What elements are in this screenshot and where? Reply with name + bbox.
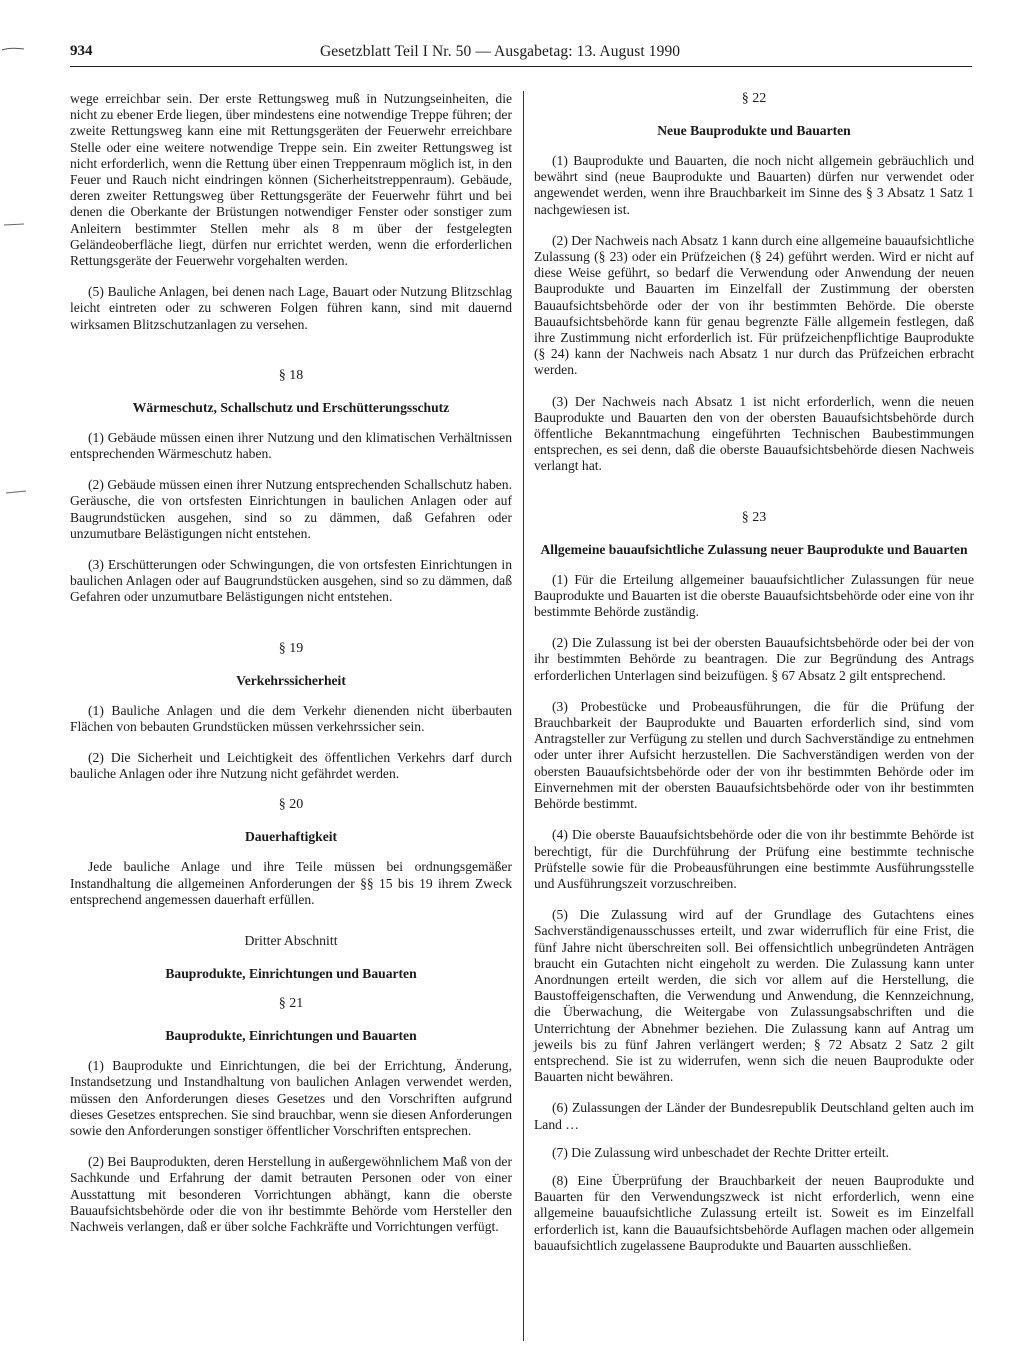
paragraph-blitzschutz: (5) Bauliche Anlagen, bei denen nach Lage, Bauart oder Nutzung Blitzschlag leicht eintreten oder zu schweren Folgen führen kann, sind mit dauernd wirksamen Blitzschutzanlagen zu versehen.	[70, 284, 512, 332]
section-19-title: Verkehrssicherheit	[236, 672, 346, 688]
section-21-paragraph-2: (2) Bei Bauprodukten, deren Herstellung in außergewöhnlichem Maß von der Sachkunde und Erfahrung der damit betrauten Personen oder von einer Ausstattung mit besonderen Vorrichtungen abhängt, kann die oberste Bauaufsichtsbehörde oder die von ihr bestimmte Behörde vom Hersteller den Nachweis verlangen, daß er über solche Fachkräfte und Vorrichtungen verfügt.	[70, 1154, 512, 1234]
page-number: 934	[70, 43, 93, 59]
section-23-paragraph-8: (8) Eine Überprüfung der Brauchbarkeit der neuen Bauprodukte und Bauarten für den Verwendungszweck ist nicht erforderlich, wenn eine allgemeine bauaufsichtliche Zulassung erteilt ist. Soweit es im Einzelfall erforderlich ist, kann die Bauaufsichtsbehörde Auflagen machen oder allgemein bauaufsichtlich zugelassene Bauprodukte und Bauarten ausschließen.	[534, 1172, 974, 1253]
section-22-number: § 22	[741, 91, 767, 106]
paragraph-rettungsweg: wege erreichbar sein. Der erste Rettungsweg muß in Nutzungseinheiten, die nicht zu ebener Erde liegen, über mindestens eine notwendige Treppe führen; der zweite Rettungsweg kann eine mit Rettungsgeräten der Feuerwehr erreichbare Stelle oder eine weitere notwendige Treppe sein. Ein zweiter Rettungsweg ist nicht erforderlich, wenn die Rettung über einen Treppenraum möglich ist, in den Feuer und Rauch nicht eindringen können (Sicherheitstreppenraum). Gebäude, deren zweiter Rettungsweg über Rettungsgeräte der Feuerwehr führt und bei denen die Oberkante der Brüstungen notwendiger Fenster oder sonstiger zum Anleitern bestimmter Stellen mehr als 8 m über der festgelegten Geländeoberfläche liegt, dürfen nur errichtet werden, wenn die erforderlichen Rettungsgeräte der Feuerwehr vorgehalten werden.	[70, 91, 512, 269]
section-20-paragraph: Jede bauliche Anlage und ihre Teile müssen bei ordnungsgemäßer Instandhaltung die allgemeinen Anforderungen der §§ 15 bis 19 ihrem Zweck entsprechend angemessen dauerhaft erfüllen.	[70, 859, 512, 907]
section-22-paragraph-1: (1) Bauprodukte und Bauarten, die noch nicht allgemein gebräuchlich und bewährt sind (neue Bauprodukte und Bauarten) dürfen nur verwendet oder angewendet werden, wenn ihre Brauchbarkeit im Sinne des § 3 Absatz 1 Satz 1 nachgewiesen ist.	[534, 153, 974, 217]
section-18-paragraph-3: (3) Erschütterungen oder Schwingungen, die von ortsfesten Einrichtungen in baulichen Anlagen oder auf Baugrundstücken ausgehen, sind so zu dämmen, daß Gefahren oder unzumutbare Belästigungen nicht entstehen.	[70, 557, 512, 605]
section-23-paragraph-6: (6) Zulassungen der Länder der Bundesrepublik Deutschland gelten auch im Land …	[534, 1100, 974, 1132]
section-23-paragraph-2: (2) Die Zulassung ist bei der obersten Bauaufsichtsbehörde oder bei der von ihr bestimmten Behörde zu beantragen. Die zur Begründung des Antrags erforderlichen Unterlagen sind beizufügen. § 67 Absatz 2 gilt entsprechend.	[534, 635, 974, 683]
column-divider	[523, 91, 524, 1341]
section-23-number: § 23	[741, 509, 767, 525]
chapter-title: Bauprodukte, Einrichtungen und Bauarten	[165, 966, 417, 982]
section-20-number: § 20	[278, 797, 304, 813]
section-21-paragraph-1: (1) Bauprodukte und Einrichtungen, die bei der Errichtung, Änderung, Instandsetzung und Instandhaltung von baulichen Anlagen verwendet werden, müssen den Anforderungen dieses Gesetzes und den Vorschriften aufgrund dieses Gesetzes entsprechen. Sie sind brauchbar, wenn sie diesen Anforderungen sowie den Anforderungen sonstiger öffentlicher Vorschriften entsprechen.	[70, 1058, 512, 1138]
section-18-title: Wärmeschutz, Schallschutz und Erschütterungsschutz	[132, 399, 450, 415]
section-23-paragraph-4: (4) Die oberste Bauaufsichtsbehörde oder die von ihr bestimmte Behörde ist berechtigt, für die Durchführung der Prüfung eine bestimmte technische Prüfstelle sowie für die Probeausführungen eine bestimmte Ausführungsstelle und Ausführungszeit vorzuschreiben.	[534, 827, 974, 891]
left-column	[70, 91, 512, 1250]
section-23-title: Allgemeine bauaufsichtliche Zulassung neuer Bauprodukte und Bauarten	[540, 541, 968, 557]
section-19-paragraph-1: (1) Bauliche Anlagen und die dem Verkehr dienenden nicht überbauten Flächen von bebauten Grundstücken müssen verkehrssicher sein.	[70, 702, 512, 734]
header-title: Gesetzblatt Teil I Nr. 50 — Ausgabetag: 13. August 1990	[320, 43, 681, 60]
section-21-number: § 21	[278, 996, 304, 1012]
right-column	[534, 91, 974, 1269]
page-header	[70, 40, 972, 67]
section-19-number: § 19	[278, 640, 304, 656]
chapter-heading: Dritter Abschnitt	[244, 933, 338, 949]
section-20-title: Dauerhaftigkeit	[244, 829, 338, 845]
section-23-paragraph-3: (3) Probestücke und Probeausführungen, die für die Prüfung der Brauchbarkeit der Bauprodukte und Bauarten erforderlich sind, sind vom Antragsteller zur Verfügung zu stellen und durch Sachverständige zu entnehmen oder unter ihrer Aufsicht herzustellen. Die Sachverständigen werden von der obersten Bauaufsichtsbehörde oder der von ihr bestimmten Behörde oder im Einvernehmen mit der obersten Bauaufsichtsbehörde oder von ihr bestimmten Behörde bestimmt.	[534, 698, 974, 812]
section-19-paragraph-2: (2) Die Sicherheit und Leichtigkeit des öffentlichen Verkehrs darf durch bauliche Anlagen oder ihre Nutzung nicht gefährdet werden.	[70, 750, 512, 782]
section-21-title: Bauprodukte, Einrichtungen und Bauarten	[165, 1028, 417, 1044]
section-22-paragraph-3: (3) Der Nachweis nach Absatz 1 ist nicht erforderlich, wenn die neuen Bauprodukte und Bauarten den von der obersten Bauaufsichtsbehörde durch öffentliche Bekanntmachung eingeführten Technischen Baubestimmungen entsprechen, es sei denn, daß die oberste Bauaufsichtsbehörde diesen Nachweis verlangt hat.	[534, 393, 974, 474]
margin-mark-lower	[0, 487, 28, 497]
section-18-paragraph-2: (2) Gebäude müssen einen ihrer Nutzung entsprechenden Schallschutz haben. Geräusche, die von ortsfesten Einrichtungen in baulichen Anlagen oder auf Baugrundstücken ausgehen, sind so zu dämmen, daß Gefahren oder unzumutbare Belästigungen nicht entstehen.	[70, 477, 512, 541]
section-23-paragraph-7: (7) Die Zulassung wird unbeschadet der Rechte Dritter erteilt.	[552, 1144, 890, 1160]
section-18-paragraph-1: (1) Gebäude müssen einen ihrer Nutzung und den klimatischen Verhältnissen entsprechenden Wärmeschutz haben.	[70, 429, 512, 462]
margin-mark-middle	[0, 220, 28, 230]
margin-mark-top	[0, 44, 28, 54]
section-22-paragraph-2: (2) Der Nachweis nach Absatz 1 kann durch eine allgemeine bauaufsichtliche Zulassung (§ 23) oder ein Prüfzeichen (§ 24) geführt werden. Wird er nicht auf diese Weise geführt, so bedarf die Verwendung oder Anwendung der neuen Bauprodukte und Bauarten im Einzelfall der Zustimmung der obersten Bauaufsichtsbehörde oder der von ihr bestimmten Behörde. Die oberste Bauaufsichtsbehörde kann für genau begrenzte Fälle allgemein festlegen, daß ihre Zustimmung nicht erforderlich ist. Für prüfzeichenpflichtige Bauprodukte (§ 24) kann der Nachweis nach Absatz 1 nur durch das Prüfzeichen erbracht werden.	[534, 232, 974, 378]
section-22-title: Neue Bauprodukte und Bauarten	[657, 123, 851, 138]
section-23-paragraph-5: (5) Die Zulassung wird auf der Grundlage des Gutachtens eines Sachverständigenausschusses erteilt, und zwar widerruflich für eine Frist, die fünf Jahre nicht überschreiten soll. Bei offensichtlich unbegründeten Anträgen braucht ein Gutachten nicht eingeholt zu werden. Die Zulassung kann unter Anordnungen erteilt werden, die sich vor allem auf die Herstellung, die Baustoffeigenschaften, die Verwendung und Anwendung, die Kennzeichnung, die Überwachung, die Weitergabe von Zulassungsabschriften und die Unterrichtung der Abnehmer beziehen. Die Zulassung kann auf Antrag um jeweils bis zu fünf Jahren verlängert werden; § 72 Absatz 2 Satz 2 gilt entsprechend. Sie ist zu widerrufen, wenn sich die neuen Bauprodukte oder Bauarten nicht bewähren.	[534, 907, 974, 1085]
section-23-paragraph-1: (1) Für die Erteilung allgemeiner bauaufsichtlicher Zulassungen für neue Bauprodukte und Bauarten ist die oberste Bauaufsichtsbehörde oder eine von ihr bestimmte Behörde zuständig.	[534, 571, 974, 620]
section-18-number: § 18	[278, 367, 304, 383]
